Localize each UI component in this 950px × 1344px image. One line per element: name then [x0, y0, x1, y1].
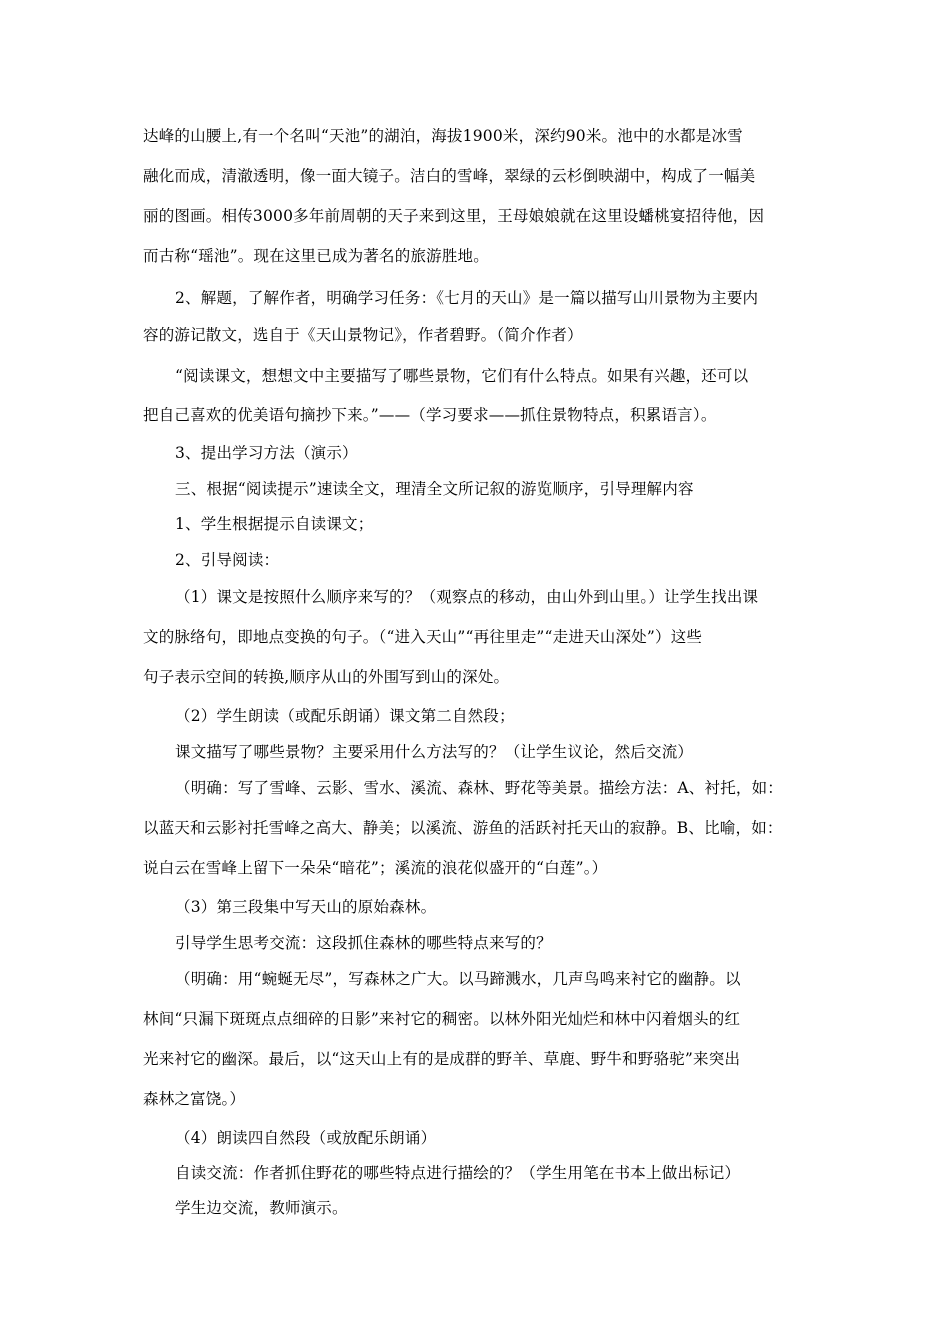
paragraph-line: 课文描写了哪些景物？主要采用什么方法写的？（让学生议论，然后交流） [175, 743, 694, 761]
paragraph-line: 3、提出学习方法（演示） [175, 444, 358, 462]
paragraph-line: 三、根据“阅读提示”速读全文，理清全文所记叙的游览顺序，引导理解内容 [175, 480, 694, 498]
paragraph-line: 森林之富饶。） [143, 1090, 246, 1108]
paragraph-line: “阅读课文，想想文中主要描写了哪些景物，它们有什么特点。如果有兴趣，还可以 [175, 367, 749, 385]
paragraph-line: （明确：写了雪峰、云影、雪水、溪流、森林、野花等美景。描绘方法：A、衬托，如： [175, 779, 783, 797]
paragraph-line: 光来衬它的幽深。最后，以“这天山上有的是成群的野羊、草鹿、野牛和野骆驼”来突出 [143, 1050, 741, 1068]
paragraph-line: （3）第三段集中写天山的原始森林。 [175, 898, 437, 916]
paragraph-line: 句子表示空间的转换,顺序从山的外围写到山的深处。 [143, 668, 510, 686]
paragraph-line: 学生边交流，教师演示。 [175, 1199, 348, 1217]
paragraph-line: 以蓝天和云影衬托雪峰之高大、静美；以溪流、游鱼的活跃衬托天山的寂静。B、比喻，如： [143, 819, 783, 837]
paragraph-line: 引导学生思考交流：这段抓住森林的哪些特点来写的？ [175, 934, 552, 952]
paragraph-line: 自读交流：作者抓住野花的哪些特点进行描绘的？（学生用笔在书本上做出标记） [175, 1164, 741, 1182]
paragraph-line: 而古称“瑶池”。现在这里已成为著名的旅游胜地。 [143, 247, 489, 265]
paragraph-line: 文的脉络句，即地点变换的句子。（“进入天山”“再往里走”“走进天山深处”）这些 [143, 628, 703, 646]
paragraph-line: 说白云在雪峰上留下一朵朵“暗花”；溪流的浪花似盛开的“白莲”。） [143, 859, 608, 877]
paragraph-line: 达峰的山腰上,有一个名叫“天池”的湖泊，海拔1900米，深约90米。池中的水都是冰雪 [143, 127, 743, 145]
paragraph-line: 林间“只漏下斑斑点点细碎的日影”来衬它的稠密。以林外阳光灿烂和林中闪着烟头的红 [143, 1010, 741, 1028]
paragraph-line: 丽的图画。相传3000多年前周朝的天子来到这里，王母娘娘就在这里设蟠桃宴招待他，因 [143, 207, 765, 225]
paragraph-line: 2、引导阅读： [175, 551, 280, 569]
paragraph-line: 融化而成，清澈透明，像一面大镜子。洁白的雪峰，翠绿的云杉倒映湖中，构成了一幅美 [143, 167, 756, 185]
paragraph-line: 容的游记散文，选自于《天山景物记》，作者碧野。（简介作者） [143, 326, 583, 344]
paragraph-line: （4）朗读四自然段（或放配乐朗诵） [175, 1129, 437, 1147]
paragraph-line: （2）学生朗读（或配乐朗诵）课文第二自然段； [175, 707, 515, 725]
paragraph-line: 1、学生根据提示自读课文； [175, 515, 374, 533]
paragraph-line: 把自己喜欢的优美语句摘抄下来。”——（学习要求——抓住景物特点，积累语言）。 [143, 406, 717, 424]
paragraph-line: 2、解题，了解作者，明确学习任务：《七月的天山》是一篇以描写山川景物为主要内 [175, 289, 759, 307]
paragraph-line: （明确：用“蜿蜒无尽”，写森林之广大。以马蹄溅水，几声鸟鸣来衬它的幽静。以 [175, 970, 741, 988]
paragraph-line: （1）课文是按照什么顺序来写的？（观察点的移动，由山外到山里。）让学生找出课 [175, 588, 759, 606]
